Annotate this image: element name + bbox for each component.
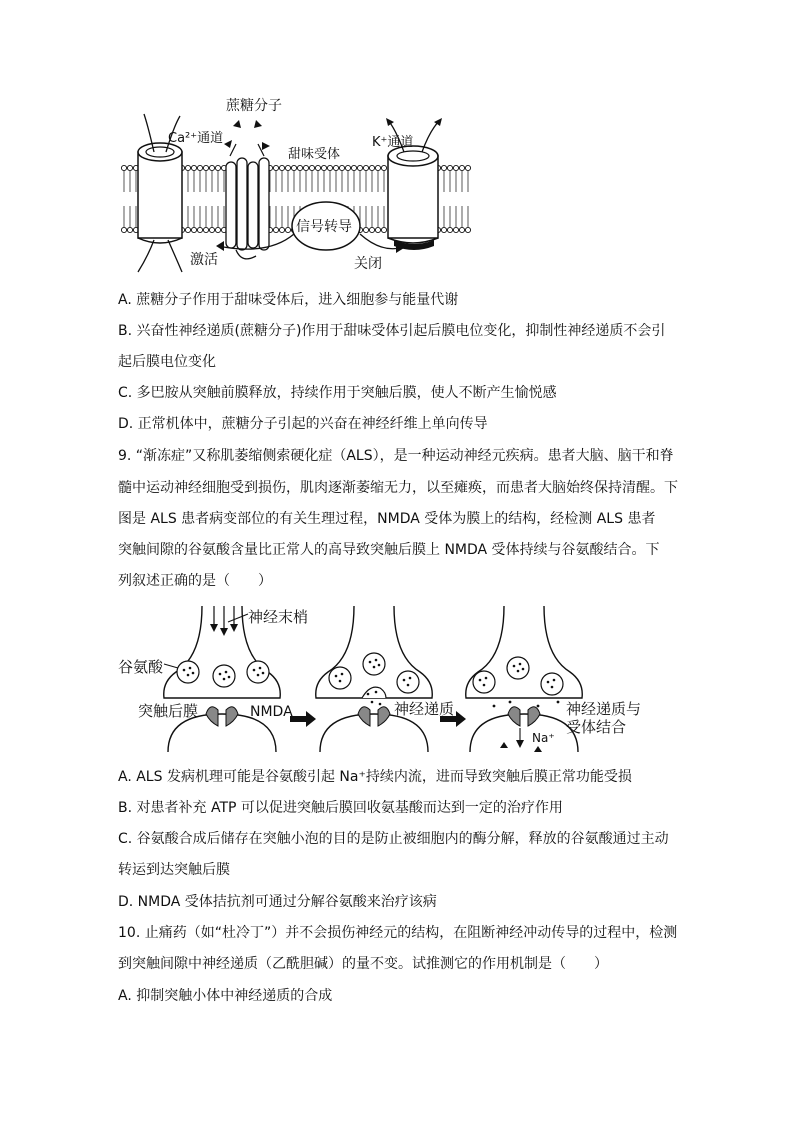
q10-stem-line: 10. 止痛药（如“杜冷丁”）并不会损伤神经元的结构，在阻断神经冲动传导的过程中，检测	[118, 925, 678, 941]
q9-stem-line: 列叙述正确的是（ ）	[118, 573, 272, 589]
close-label: 关闭	[354, 256, 382, 272]
sweet-receptor	[226, 144, 269, 259]
q9-option-b: B. 对患者补充 ATP 可以促进突触后膜回收氨基酸而达到一定的治疗作用	[118, 800, 563, 816]
nmda-label: NMDA	[250, 704, 293, 720]
als-synapse-diagram	[118, 602, 678, 758]
na-label: Na⁺	[532, 731, 555, 745]
q9-option-c: C. 谷氨酸合成后储存在突触小泡的目的是防止被细胞内的酶分解，释放的谷氨酸通过主动	[118, 831, 669, 847]
transmitter-label: 神经递质	[394, 700, 455, 718]
sweet-receptor-diagram	[118, 96, 478, 276]
sweet-receptor-figure	[118, 96, 478, 276]
synapse-panel-3	[466, 606, 583, 752]
q10-stem-line: 到突触间隙中神经递质（乙酰胆碱）的量不变。试推测它的作用机制是（ ）	[118, 956, 608, 972]
signal-label: 信号转导	[296, 219, 352, 235]
binding-label-2: 受体结合	[566, 718, 627, 736]
sucrose-molecules	[224, 120, 270, 150]
synapse-panel-2	[316, 606, 433, 752]
als-synapse-figure	[118, 602, 678, 758]
glutamate-label: 谷氨酸	[118, 658, 164, 676]
k-channel-label: K⁺通道	[372, 135, 414, 150]
q9-stem-line: 突触间隙的谷氨酸含量比正常人的高导致突触后膜上 NMDA 受体持续与谷氨酸结合。下	[118, 542, 660, 558]
sweet-receptor-label: 甜味受体	[288, 147, 341, 162]
q8-option-d: D. 正常机体中，蔗糖分子引起的兴奋在神经纤维上单向传导	[118, 416, 488, 432]
activate-label: 激活	[190, 252, 218, 268]
sucrose-label: 蔗糖分子	[226, 98, 282, 114]
q8-option-a: A. 蔗糖分子作用于甜味受体后，进入细胞参与能量代谢	[118, 292, 459, 308]
q8-option-b: B. 兴奋性神经递质(蔗糖分子)作用于甜味受体引起后膜电位变化，抑制性神经递质不会引	[118, 323, 666, 339]
q9-option-c-cont: 转运到达突触后膜	[118, 862, 230, 878]
q9-option-a: A. ALS 发病机理可能是谷氨酸引起 Na⁺持续内流，进而导致突触后膜正常功能受损	[118, 769, 632, 785]
postsynaptic-label: 突触后膜	[138, 702, 199, 720]
q9-stem-line: 图是 ALS 患者病变部位的有关生理过程，NMDA 受体为膜上的结构，经检测 ALS 患者	[118, 511, 656, 527]
q10-option-a: A. 抑制突触小体中神经递质的合成	[118, 988, 333, 1004]
arrow-icon	[290, 711, 316, 727]
q9-option-d: D. NMDA 受体拮抗剂可通过分解谷氨酸来治疗该病	[118, 894, 437, 910]
ca-channel-label: Ca²⁺通道	[168, 131, 224, 146]
q8-option-b-cont: 起后膜电位变化	[118, 354, 216, 370]
nerve-ending-label: 神经末梢	[248, 608, 309, 626]
q8-option-c: C. 多巴胺从突触前膜释放，持续作用于突触后膜，使人不断产生愉悦感	[118, 385, 557, 401]
synapse-panel-1	[164, 606, 281, 752]
q9-stem-line: 9. “渐冻症”又称肌萎缩侧索硬化症（ALS），是一种运动神经元疾病。患者大脑、脑干和脊	[118, 448, 674, 464]
q9-stem-line: 髓中运动神经细胞受到损伤，肌肉逐渐萎缩无力，以至瘫痪，而患者大脑始终保持清醒。下	[118, 480, 678, 496]
binding-label-1: 神经递质与	[566, 700, 642, 718]
